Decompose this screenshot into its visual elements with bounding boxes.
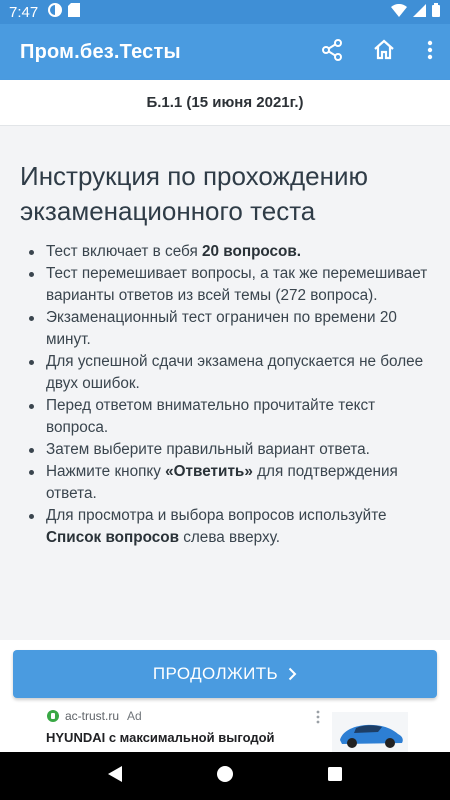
home-circle-icon	[216, 765, 234, 788]
ad-source	[47, 709, 142, 723]
list-item: Затем выберите правильный вариант ответа.	[46, 439, 430, 461]
more-options-button[interactable]	[410, 24, 450, 80]
instructions-panel	[0, 126, 450, 640]
wifi-icon	[391, 4, 407, 21]
continue-label: ПРОДОЛЖИТЬ	[152, 664, 279, 683]
battery-icon	[432, 3, 440, 21]
chevron-right-icon	[288, 667, 297, 681]
signal-icon	[413, 4, 426, 21]
instructions-list	[20, 241, 430, 549]
ad-more-icon[interactable]	[316, 710, 320, 729]
app-bar	[0, 24, 450, 80]
test-title: Б.1.1 (15 июня 2021г.)	[0, 80, 450, 126]
list-item: Для успешной сдачи экзамена допускается не более двух ошибок.	[46, 351, 430, 395]
ad-image[interactable]	[332, 712, 408, 752]
ad-badge: Ad	[127, 709, 142, 723]
ad-domain: ac-trust.ru	[65, 709, 120, 723]
back-button[interactable]	[95, 756, 135, 796]
recents-icon	[327, 766, 343, 787]
ad-banner[interactable]	[0, 708, 450, 752]
home-button[interactable]	[358, 24, 410, 80]
status-bar	[0, 0, 450, 24]
system-home-button[interactable]	[205, 756, 245, 796]
list-item: Экзаменационный тест ограничен по времени 20 минут.	[46, 307, 430, 351]
ad-favicon-icon	[47, 710, 59, 722]
app-notification-icon	[48, 3, 62, 21]
back-icon	[106, 765, 124, 788]
ad-headline[interactable]: HYUNDAI с максимальной выгодой	[46, 730, 275, 745]
share-button[interactable]	[306, 24, 358, 80]
list-item: Перед ответом внимательно прочитайте текст вопроса.	[46, 395, 430, 439]
continue-button[interactable]	[13, 650, 437, 698]
list-item: Тест перемешивает вопросы, а так же перемешивает варианты ответов из всей темы (272 вопроса).	[46, 263, 430, 307]
list-item: Для просмотра и выбора вопросов используйте Список вопросов слева вверху.	[46, 505, 430, 549]
bottom-area	[0, 640, 450, 710]
system-nav-bar	[0, 752, 450, 800]
sd-card-icon	[68, 3, 80, 21]
status-time: 7:47	[9, 3, 39, 21]
share-icon	[321, 39, 343, 66]
instructions-heading: Инструкция по прохождению экзаменационного теста	[20, 161, 368, 226]
list-item: Тест включает в себя 20 вопросов.	[46, 241, 430, 263]
home-icon	[373, 39, 395, 66]
app-title: Пром.без.Тесты	[20, 40, 181, 63]
more-vert-icon	[427, 40, 433, 65]
list-item: Нажмите кнопку «Ответить» для подтверждения ответа.	[46, 461, 430, 505]
recents-button[interactable]	[315, 756, 355, 796]
car-image-icon	[332, 712, 408, 752]
